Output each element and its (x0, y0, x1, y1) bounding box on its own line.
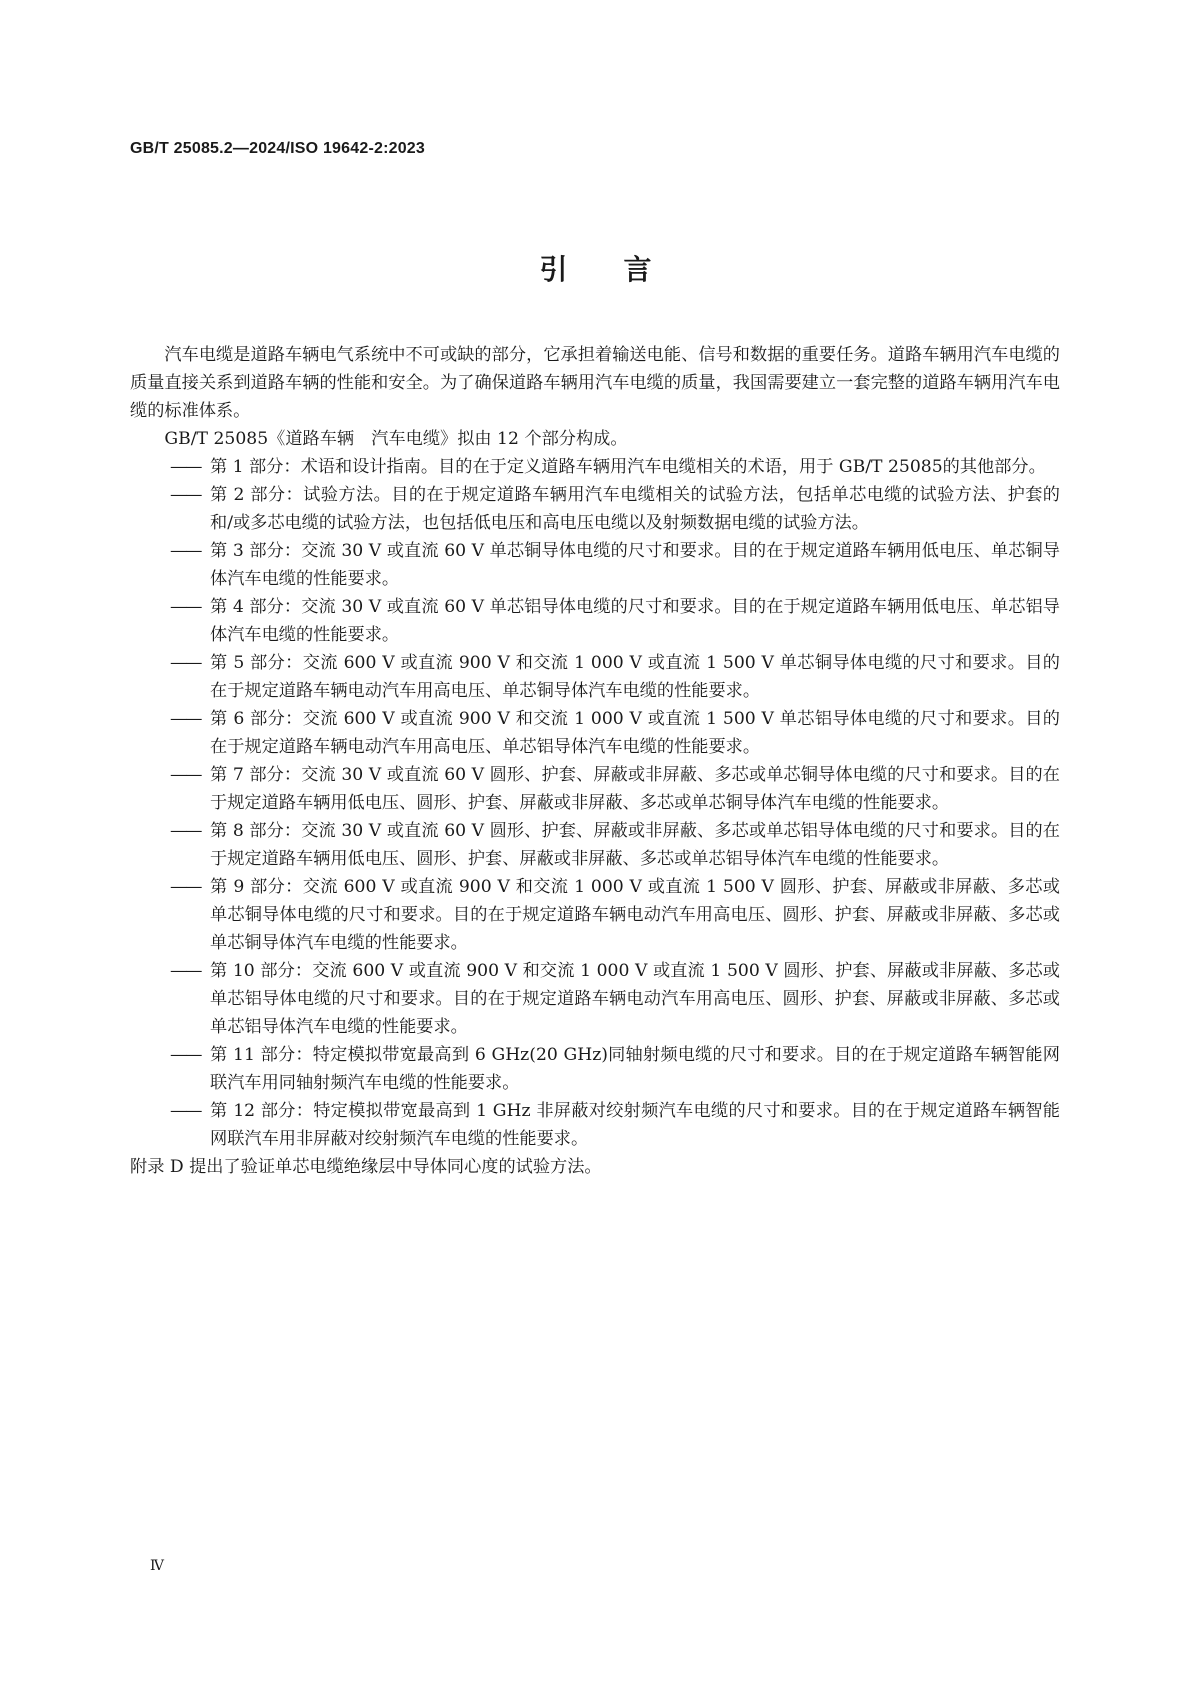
closing-paragraph: 附录 D 提出了验证单芯电缆绝缘层中导体同心度的试验方法。 (130, 1157, 602, 1177)
dash-marker: —— (170, 541, 201, 561)
page-number: Ⅳ (150, 1558, 164, 1574)
list-item-text: 第 6 部分：交流 600 V 或直流 900 V 和交流 1 000 V 或直流 1 500 V 单芯铝导体电缆的尺寸和要求。目的在于规定道路车辆电动汽车用高电压、单芯铝导体汽车电缆的性能要求。 (210, 709, 1060, 757)
dash-marker: —— (170, 877, 201, 897)
list-item-text: 第 2 部分：试验方法。目的在于规定道路车辆用汽车电缆相关的试验方法，包括单芯电缆的试验方法、护套的和/或多芯电缆的试验方法，也包括低电压和高电压电缆以及射频数据电缆的试验方法。 (210, 485, 1060, 533)
dash-marker: —— (170, 653, 201, 673)
list-item-text: 第 8 部分：交流 30 V 或直流 60 V 圆形、护套、屏蔽或非屏蔽、多芯或单芯铝导体电缆的尺寸和要求。目的在于规定道路车辆用低电压、圆形、护套、屏蔽或非屏蔽、多芯或单芯铝导体汽车电缆的性能要求。 (210, 821, 1060, 869)
dash-marker: —— (170, 961, 201, 981)
list-item-text: 第 3 部分：交流 30 V 或直流 60 V 单芯铜导体电缆的尺寸和要求。目的在于规定道路车辆用低电压、单芯铜导体汽车电缆的性能要求。 (210, 541, 1060, 589)
list-item (130, 957, 1060, 1041)
dash-marker: —— (170, 457, 201, 477)
list-item (130, 537, 1060, 593)
dash-marker: —— (170, 597, 201, 617)
list-item-text: 第 11 部分：特定模拟带宽最高到 6 GHz(20 GHz)同轴射频电缆的尺寸和要求。目的在于规定道路车辆智能网联汽车用同轴射频汽车电缆的性能要求。 (210, 1045, 1060, 1093)
list-item (130, 1097, 1060, 1153)
list-item-text: 第 5 部分：交流 600 V 或直流 900 V 和交流 1 000 V 或直流 1 500 V 单芯铜导体电缆的尺寸和要求。目的在于规定道路车辆电动汽车用高电压、单芯铜导体汽车电缆的性能要求。 (210, 653, 1060, 701)
list-item (130, 1041, 1060, 1097)
list-item-text: 第 9 部分：交流 600 V 或直流 900 V 和交流 1 000 V 或直流 1 500 V 圆形、护套、屏蔽或非屏蔽、多芯或单芯铜导体电缆的尺寸和要求。目的在于规定道路车辆电动汽车用高电压、圆形、护套、屏蔽或非屏蔽、多芯或单芯铜导体汽车电缆的性能要求。 (210, 877, 1060, 953)
standard-code: GB/T 25085.2—2024/ISO 19642-2:2023 (130, 140, 425, 157)
list-item (130, 817, 1060, 873)
list-item-text: 第 7 部分：交流 30 V 或直流 60 V 圆形、护套、屏蔽或非屏蔽、多芯或单芯铜导体电缆的尺寸和要求。目的在于规定道路车辆用低电压、圆形、护套、屏蔽或非屏蔽、多芯或单芯铜导体汽车电缆的性能要求。 (210, 765, 1060, 813)
dash-marker: —— (170, 821, 201, 841)
list-item (130, 453, 1060, 481)
list-item-text: 第 4 部分：交流 30 V 或直流 60 V 单芯铝导体电缆的尺寸和要求。目的在于规定道路车辆用低电压、单芯铝导体汽车电缆的性能要求。 (210, 597, 1060, 645)
list-item (130, 705, 1060, 761)
dash-marker: —— (170, 1045, 201, 1065)
list-item (130, 649, 1060, 705)
parts-list (130, 453, 1060, 1153)
page-title: 引言 (539, 253, 708, 286)
list-item-text: 第 12 部分：特定模拟带宽最高到 1 GHz 非屏蔽对绞射频汽车电缆的尺寸和要求。目的在于规定道路车辆智能网联汽车用非屏蔽对绞射频汽车电缆的性能要求。 (210, 1101, 1060, 1149)
structure-paragraph: GB/T 25085《道路车辆 汽车电缆》拟由 12 个部分构成。 (164, 429, 628, 449)
list-item-text: 第 10 部分：交流 600 V 或直流 900 V 和交流 1 000 V 或直流 1 500 V 圆形、护套、屏蔽或非屏蔽、多芯或单芯铝导体电缆的尺寸和要求。目的在于规定道路车辆电动汽车用高电压、圆形、护套、屏蔽或非屏蔽、多芯或单芯铝导体汽车电缆的性能要求。 (210, 961, 1060, 1037)
list-item (130, 761, 1060, 817)
dash-marker: —— (170, 1101, 201, 1121)
list-item-text: 第 1 部分：术语和设计指南。目的在于定义道路车辆用汽车电缆相关的术语，用于 GB/T 25085的其他部分。 (210, 457, 1046, 477)
list-item (130, 593, 1060, 649)
document-body (130, 341, 1060, 1181)
dash-marker: —— (170, 709, 201, 729)
dash-marker: —— (170, 765, 201, 785)
dash-marker: —— (170, 485, 201, 505)
list-item (130, 481, 1060, 537)
intro-paragraph: 汽车电缆是道路车辆电气系统中不可或缺的部分，它承担着输送电能、信号和数据的重要任务。道路车辆用汽车电缆的质量直接关系到道路车辆的性能和安全。为了确保道路车辆用汽车电缆的质量，我国需要建立一套完整的道路车辆用汽车电缆的标准体系。 (130, 345, 1060, 421)
list-item (130, 873, 1060, 957)
